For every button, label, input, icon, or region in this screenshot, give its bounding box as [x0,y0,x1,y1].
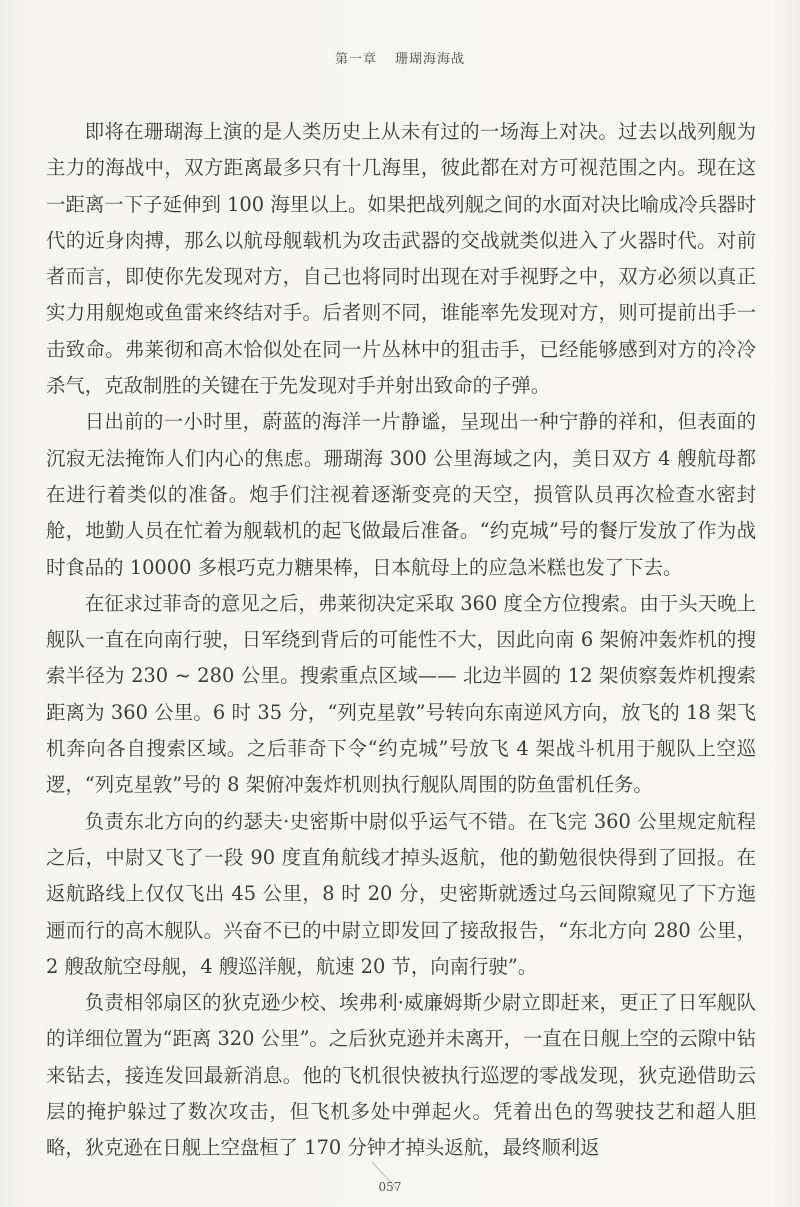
chapter-number: 第一章 [334,52,377,67]
paragraph: 在征求过菲奇的意见之后，弗莱彻决定采取 360 度全方位搜索。由于头天晚上舰队一直在向南行驶，日军绕到背后的可能性不大，因此向南 6 架俯冲轰炸机的搜索半径为 230 ~ 280 公里。搜索重点区域—— 北边半圆的 12 架侦察轰炸机搜索距离为 360 公里。6 时 35 分，“列克星敦”号转向东南逆风方向，放飞的 18 架飞机奔向各自搜索区域。之后菲奇下令“约克城”号放飞 4 架战斗机用于舰队上空巡逻，“列克星敦”号的 8 架俯冲轰炸机则执行舰队周围的防鱼雷机任务。 [46,591,756,797]
body-text [46,114,756,1167]
running-head [0,48,800,67]
paragraph: 即将在珊瑚海上演的是人类历史上从未有过的一场海上对决。过去以战列舰为主力的海战中，双方距离最多只有十几海里，彼此都在对方可视范围之内。现在这一距离一下子延伸到 100 海里以上。如果把战列舰之间的水面对决比喻成冷兵器时代的近身肉搏，那么以航母舰载机为攻击武器的交战就类似进入了火器时代。对前者而言，即使你先发现对方，自己也将同时出现在对手视野之中，双方必须以真正实力用舰炮或鱼雷来终结对手。后者则不同，谁能率先发现对方，则可提前出手一击致命。弗莱彻和高木恰似处在同一片丛林中的狙击手，已经能够感到对方的冷冷杀气，克敌制胜的关键在于先发现对手并射出致命的子弹。 [46,120,756,398]
chapter-title: 珊瑚海海战 [395,52,466,67]
paragraph: 负责东北方向的约瑟夫·史密斯中尉似乎运气不错。在飞完 360 公里规定航程之后，中尉又飞了一段 90 度直角航线才掉头返航，他的勤勉很快得到了回报。在返航路线上仅仅飞出 45 公里，8 时 20 分，史密斯就透过乌云间隙窥见了下方迤逦而行的高木舰队。兴奋不已的中尉立即发回了接敌报告，“东北方向 280 公里，2 艘敌航空母舰，4 艘巡洋舰，航速 20 节，向南行驶”。 [46,809,756,978]
paragraph: 负责相邻扇区的狄克逊少校、埃弗利·威廉姆斯少尉立即赶来，更正了日军舰队的详细位置为“距离 320 公里”。之后狄克逊并未离开，一直在日舰上空的云隙中钻来钻去，接连发回最新消息。他的飞机很快被执行巡逻的零战发现，狄克逊借助云层的掩护躲过了数次攻击，但飞机多处中弹起火。凭着出色的驾驶技艺和超人胆略，狄克逊在日舰上空盘桓了 170 分钟才掉头返航，最终顺利返 [46,991,756,1160]
paragraph: 日出前的一小时里，蔚蓝的海洋一片静谧，呈现出一种宁静的祥和，但表面的沉寂无法掩饰人们内心的焦虑。珊瑚海 300 公里海域之内，美日双方 4 艘航母都在进行着类似的准备。炮手们注视着逐渐变亮的天空，损管队员再次检查水密封舱，地勤人员在忙着为舰载机的起飞做最后准备。“约克城”号的餐厅发放了作为战时食品的 10000 多根巧克力糖果棒，日本航母上的应急米糕也发了下去。 [46,410,756,579]
page-number: 057 [378,1180,402,1194]
